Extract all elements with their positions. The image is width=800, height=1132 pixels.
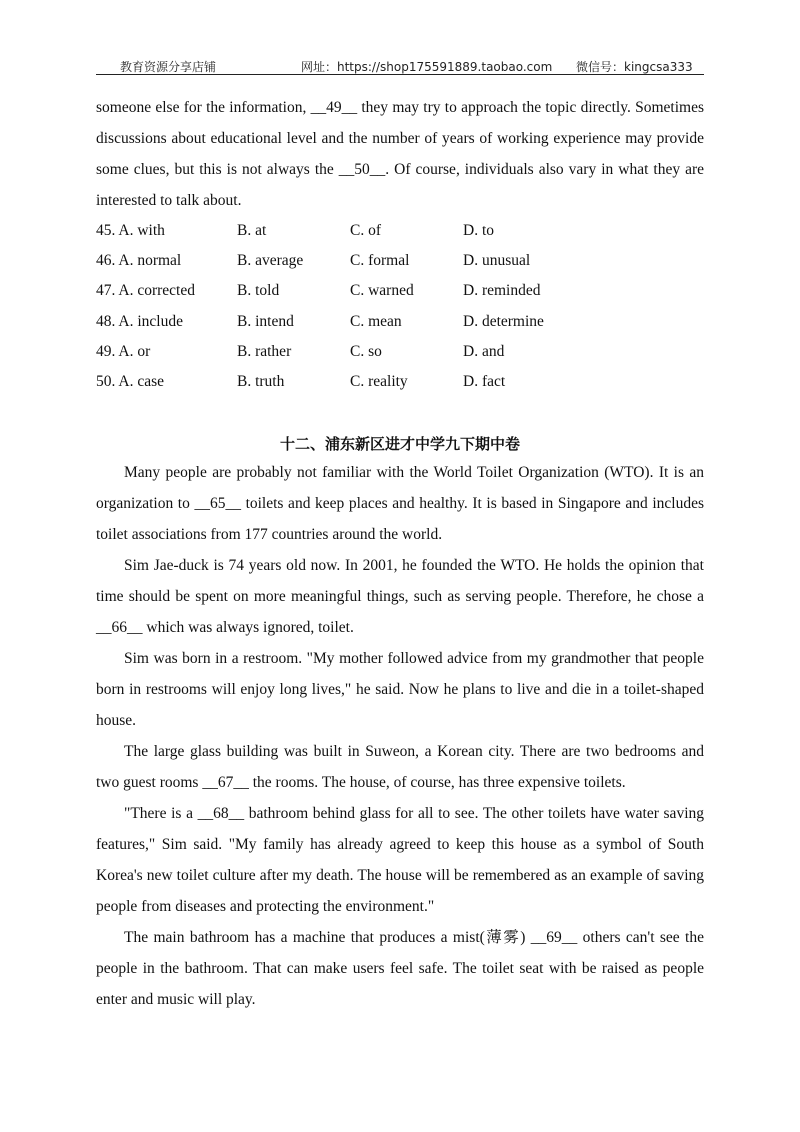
option-c: C. reality: [350, 372, 408, 390]
option-a: 50. A. case: [96, 372, 165, 390]
page-header: [96, 54, 704, 75]
option-b: B. at: [237, 222, 267, 239]
header-wechat: 微信号：kingcsa333: [576, 60, 693, 74]
option-a: 45. A. with: [96, 222, 165, 239]
option-b: B. intend: [237, 312, 294, 330]
option-c: C. of: [350, 222, 381, 239]
option-b: B. rather: [237, 342, 292, 360]
option-b: B. average: [237, 252, 304, 270]
option-d: D. unusual: [463, 252, 531, 270]
option-d: D. fact: [463, 372, 506, 390]
option-d: D. and: [463, 342, 505, 360]
option-row: [96, 367, 704, 397]
passage-paragraph: The main bathroom has a machine that produces a mist(薄雾) __69__ others can't see the people in the bathroom. That can make users feel safe. The toilet seat with be raised as people enter and music will play.: [96, 929, 704, 1009]
header-shop-name: 教育资源分享店铺: [120, 60, 217, 74]
option-row: [96, 246, 704, 276]
section-title: 十二、浦东新区进才中学九下期中卷: [279, 435, 520, 454]
option-b: B. truth: [237, 372, 285, 390]
page-content: [96, 92, 704, 1015]
option-a: 49. A. or: [96, 342, 151, 360]
option-c: C. mean: [350, 312, 402, 330]
option-row: [96, 276, 704, 306]
option-row: [96, 337, 704, 367]
passage-paragraph: "There is a __68__ bathroom behind glass for all to see. The other toilets have water saving features," Sim said. "My family has already agreed to keep this house as a symbol of South Korea's new toilet culture after my death. The house will be remembered as an example of saving people from diseases and protecting the environment.": [96, 805, 704, 916]
answer-options: [96, 216, 704, 397]
option-c: C. so: [350, 342, 382, 360]
option-a: 48. A. include: [96, 312, 183, 330]
option-row: [96, 216, 704, 246]
passage-paragraph: Sim was born in a restroom. "My mother followed advice from my grandmother that people born in restrooms will enjoy long lives," he said. Now he plans to live and die in a toilet-shaped house.: [96, 650, 704, 730]
option-d: D. to: [463, 222, 494, 239]
option-c: C. formal: [350, 252, 410, 270]
passage-paragraph: Many people are probably not familiar with the World Toilet Organization (WTO). It is an organization to __65__ toilets and keep places and healthy. It is based in Singapore and includes toilet associations from 177 countries around the world.: [96, 464, 704, 544]
option-b: B. told: [237, 282, 280, 300]
passage-paragraph: Sim Jae-duck is 74 years old now. In 2001, he founded the WTO. He holds the opinion that time should be spent on more meaningful things, such as serving people. Therefore, he chose a __66__ which was always ignored, toilet.: [96, 557, 704, 637]
option-a: 47. A. corrected: [96, 282, 195, 300]
option-row: [96, 307, 704, 337]
option-d: D. reminded: [463, 282, 541, 300]
header-url[interactable]: 网址：https://shop175591889.taobao.com: [301, 60, 553, 74]
option-c: C. warned: [350, 282, 414, 300]
passage-paragraph: The large glass building was built in Suweon, a Korean city. There are two bedrooms and two guest rooms __67__ the rooms. The house, of course, has three expensive toilets.: [96, 743, 704, 792]
option-d: D. determine: [463, 312, 544, 330]
option-a: 46. A. normal: [96, 252, 182, 270]
intro-paragraph: someone else for the information, __49__ they may try to approach the topic directly. Sometimes discussions about educational level and the number of years of working experience may provide some clues, but this is not always the __50__. Of course, individuals also vary in what they are interested to talk about.: [96, 99, 704, 209]
